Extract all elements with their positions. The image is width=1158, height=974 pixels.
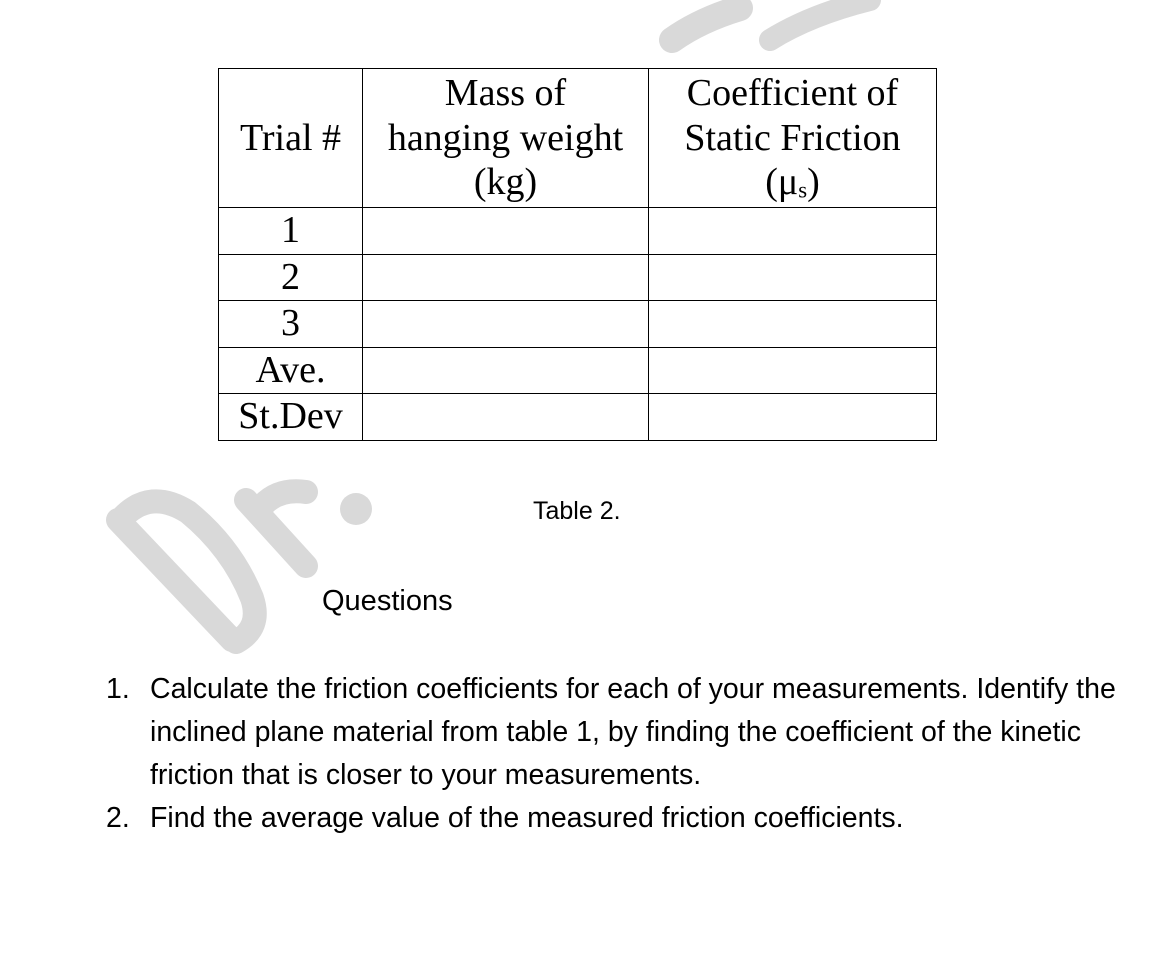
- mu-symbol: (μs): [765, 161, 820, 204]
- trial-cell: 1: [219, 208, 363, 255]
- watermark-letter-r: [246, 491, 306, 566]
- coefficient-cell: [649, 347, 937, 394]
- trial-cell: St.Dev: [219, 394, 363, 441]
- mass-cell: [363, 347, 649, 394]
- trial-cell: Ave.: [219, 347, 363, 394]
- header-coefficient: Coefficient of Static Friction (μs): [649, 69, 937, 208]
- coefficient-cell: [649, 208, 937, 255]
- question-number: 2.: [106, 802, 130, 834]
- coefficient-cell: [649, 394, 937, 441]
- question-text: Calculate the friction coefficients for each of your measurements. Identify the inclined plane material from table 1, by finding the coefficient of the kinetic friction that is closer to your measurements.: [150, 673, 1116, 791]
- table-row: [219, 301, 937, 348]
- questions-heading: Questions: [322, 585, 453, 617]
- table-header-row: [219, 69, 937, 208]
- header-trial: Trial #: [219, 69, 363, 208]
- trial-cell: 2: [219, 254, 363, 301]
- watermark-dot: [340, 493, 372, 525]
- mass-cell: [363, 301, 649, 348]
- watermark-letter-d: [118, 501, 255, 642]
- table-row: [219, 347, 937, 394]
- mass-cell: [363, 394, 649, 441]
- question-item: [106, 797, 1126, 840]
- question-text: Find the average value of the measured friction coefficients.: [150, 802, 904, 834]
- table-row: [219, 394, 937, 441]
- table-row: [219, 208, 937, 255]
- watermark-top-arc: [672, 8, 740, 40]
- watermark-top-arc-2: [770, 0, 870, 40]
- question-number: 1.: [106, 673, 130, 705]
- question-item: [106, 668, 1126, 797]
- table-row: [219, 254, 937, 301]
- table-caption: Table 2.: [533, 497, 621, 525]
- header-mass: Mass of hanging weight (kg): [363, 69, 649, 208]
- question-list: [106, 668, 1126, 840]
- mass-cell: [363, 254, 649, 301]
- coefficient-cell: [649, 301, 937, 348]
- coefficient-cell: [649, 254, 937, 301]
- mass-cell: [363, 208, 649, 255]
- friction-data-table: [218, 68, 937, 441]
- trial-cell: 3: [219, 301, 363, 348]
